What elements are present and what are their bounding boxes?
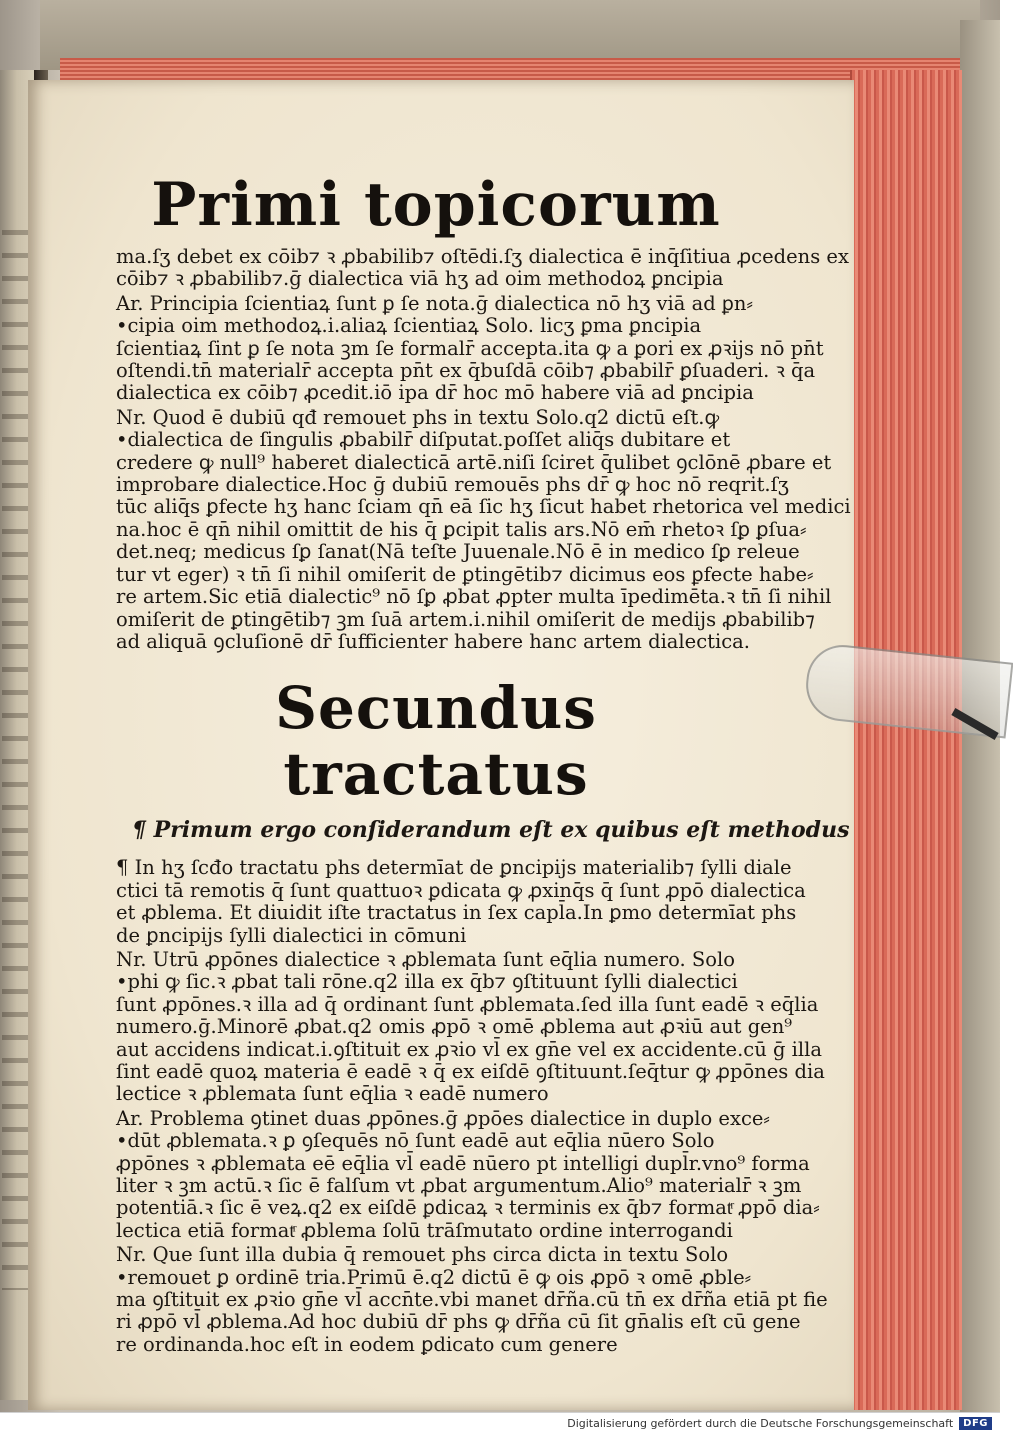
paragraph-1 [116, 245, 849, 291]
text-line: et ꝓblema. Et diuidit iſte tractatus in ſex capl̄a.In ꝑmo determīat phs [116, 901, 797, 925]
text-line: Ar. Problema ꝯtinet duas ꝓpōnes.ḡ ꝓpōes dialectice in duplo exce⸗ [116, 1106, 770, 1130]
paragraph-6 [116, 1106, 820, 1242]
paragraph-4 [116, 856, 806, 947]
text-line: tur vt eger) ꝛ tn̄ ſi nihil omiſerit de ꝑtingētib⁊ dicimus eos ꝑfecte habe⸗ [116, 562, 814, 586]
page-text [116, 170, 851, 1358]
text-line: potentiā.ꝛ ſic ē veꝝ.q2 ex eiſdē ꝑdicaꝝ ꝛ terminis ex q̄b⁊ formatͬ ꝓpō dia⸗ [116, 1196, 820, 1220]
text-line: de ꝑncipijs ſylli dialectici in cōmuni [116, 923, 467, 947]
page-top-edge [60, 58, 960, 80]
chapter-heading: ¶ Primum ergo conſiderandum eſt ex quibus eſt methodus [132, 817, 850, 844]
text-line: numero.ḡ.Minorē ꝓbat.q2 omis ꝓpō ꝛ omē ꝓblema aut ꝓꝛiū aut gen⁹ [116, 1015, 793, 1039]
text-line: cōib⁊ ꝛ ꝓbabilib⁊.ḡ dialectica viā hʒ ad oim methodoꝝ ꝑncipia [116, 267, 724, 291]
text-line: tūc aliq̄s ꝑfecte hʒ hanc ſciam qn̄ eā ſic hʒ ſicut habet rhetorica vel medici [116, 495, 851, 519]
text-line: ma ꝯſtituit ex ꝓꝛio gn̄e vl̄ accn̄te.vbi manet dr̄ña.cū tn̄ ex dr̄ña etiā pt fie [116, 1288, 828, 1312]
text-line: Nr. Quod ē dubiū qđ remouet phs in textu Solo.q2 dictū eſt.ꝙ [116, 405, 720, 429]
text-line: lectica etiā formatͬ ꝓblema ſolū trāſmutato ordine interrogandi [116, 1218, 733, 1242]
text-line: re artem.Sic etiā dialectic⁹ nō ſꝑ ꝓbat ꝓpter multa īpedimēta.ꝛ tn̄ ſi nihil [116, 585, 832, 609]
text-line: improbare dialectice.Hoc ḡ dubiū remouēs phs dr̄ ꝙ hoc nō reqrit.ſʒ [116, 473, 789, 497]
book-page [28, 80, 854, 1410]
text-line: ſunt ꝓpōnes.ꝛ illa ad q̄ ordinant ſunt ꝓblemata.ſed illa ſunt eadē ꝛ eq̄lia [116, 992, 819, 1016]
text-line: •phi ꝙ ſic.ꝛ ꝓbat tali rōne.q2 illa ex q̄b⁊ ꝯſtituunt ſylli dialectici [116, 970, 738, 994]
text-line: omiſerit de ꝑtingētib⁊ ꝫm ſuā artem.i.nihil omiſerit de medijs ꝓbabilib⁊ [116, 607, 815, 631]
paragraph-5 [116, 947, 825, 1106]
text-line: dialectica ex cōib⁊ ꝓcedit.iō ipa dr̄ hoc mō habere viā ad ꝑncipia [116, 381, 754, 405]
paragraph-3 [116, 405, 851, 653]
text-line: ſint eadē quoꝝ materia ē eadē ꝛ q̄ ex eiſdē ꝯſtituunt.ſeq̄tur ꝙ ꝓpōnes dia [116, 1059, 825, 1083]
page-title: Primi topicorum [151, 170, 721, 240]
text-line: lectice ꝛ ꝓblemata ſunt eq̄lia ꝛ eadē numero [116, 1082, 549, 1106]
text-line: ꝓpōnes ꝛ ꝓblemata eē eq̄lia vl̄ eadē nūero pt intelligi dupl̄r.vno⁹ forma [116, 1151, 810, 1175]
text-line: •cipia oim methodoꝝ.i.aliaꝝ ſcientiaꝝ Solo. licʒ ꝑma ꝑncipia [116, 314, 702, 338]
text-line: na.hoc ē qn̄ nihil omittit de his q̄ ꝑcipit talis ars.Nō em̄ rhetoꝛ ſꝑ ꝑſua⸗ [116, 517, 807, 541]
text-line: ma.ſʒ debet ex cōib⁊ ꝛ ꝓbabilib⁊ oſtēdi.ſʒ dialectica ē inq̄ſitiua ꝓcedens ex [116, 245, 849, 268]
text-line: liter ꝛ ꝫm actū.ꝛ ſic ē falſum vt ꝓbat argumentum.Alio⁹ materialr̄ ꝛ ꝫm [116, 1174, 802, 1197]
text-line: •dialectica de ſingulis ꝓbabilr̄ diſputat.poſſet aliq̄s dubitare et [116, 428, 731, 452]
paragraph-7 [116, 1243, 828, 1356]
text-line: oſtendi.tn̄ materialr̄ accepta pn̄t ex q̄buſdā cōib⁊ ꝓbabilr̄ ꝑſuaderi. ꝛ q̄a [116, 359, 816, 383]
paragraph-2 [116, 291, 824, 405]
text-line: •dūt ꝓblemata.ꝛ ꝑ ꝯſequēs nō ſunt eadē aut eq̄lia nūero Solo [116, 1129, 715, 1153]
text-line: Ar. Principia ſcientiaꝝ ſunt ꝑ ſe nota.ḡ dialectica nō hʒ viā ad ꝑn⸗ [116, 291, 753, 315]
footer-credit: Digitalisierung gefördert durch die Deutsche Forschungsgemeinschaft [567, 1417, 954, 1430]
text-line: Nr. Utrū ꝓpōnes dialectice ꝛ ꝓblemata ſunt eq̄lia numero. Solo [116, 947, 735, 971]
footer-bar [0, 1412, 1000, 1434]
text-line: ctici tā remotis q̄ ſunt quattuoꝛ ꝑdicata ꝙ ꝓxinq̄s q̄ ſunt ꝓpō dialectica [116, 878, 806, 902]
text-line: credere ꝙ null⁹ haberet dialecticā artē.niſi ſciret q̄ulibet ꝯclōnē ꝓbare et [116, 450, 832, 474]
text-line: •remouet ꝑ ordinē tria.Primū ē.q2 dictū ē ꝙ ois ꝓpō ꝛ omē ꝓble⸗ [116, 1265, 752, 1289]
section-heading: Secundus tractatus [275, 674, 597, 809]
text-line: aut accidens indicat.i.ꝯſtituit ex ꝓꝛio vl̄ ex gn̄e vel ex accidente.cū ḡ illa [116, 1037, 822, 1061]
text-line: ¶ In hʒ ſcđo tractatu phs determīat de ꝑncipijs materialib⁊ ſylli diale [116, 856, 792, 880]
text-line: re ordinanda.hoc eſt in eodem ꝑdicato cum genere [116, 1332, 618, 1356]
page-fore-edge [850, 70, 962, 1410]
text-line: Nr. Que ſunt illa dubia q̄ remouet phs circa dicta in textu Solo [116, 1243, 729, 1267]
dfg-logo-icon: DFG [959, 1417, 992, 1430]
text-line: ad aliquā ꝯcluſionē dr̄ ſufficienter habere hanc artem dialectica. [116, 629, 750, 653]
text-line: ri ꝓpō vl̄ ꝓblema.Ad hoc dubiū dr̄ phs ꝙ dr̄ña cū ſit gn̄alis eſt cū gene [116, 1310, 801, 1334]
text-line: ſcientiaꝝ ſint ꝑ ſe nota ꝫm ſe formalr̄ accepta.ita ꝙ a ꝑori ex ꝓꝛijs nō pn̄t [116, 336, 824, 360]
text-line: det.neq; medicus ſꝑ ſanat(Nā teſte Juuenale.Nō ē in medico ſꝑ releue [116, 540, 800, 564]
